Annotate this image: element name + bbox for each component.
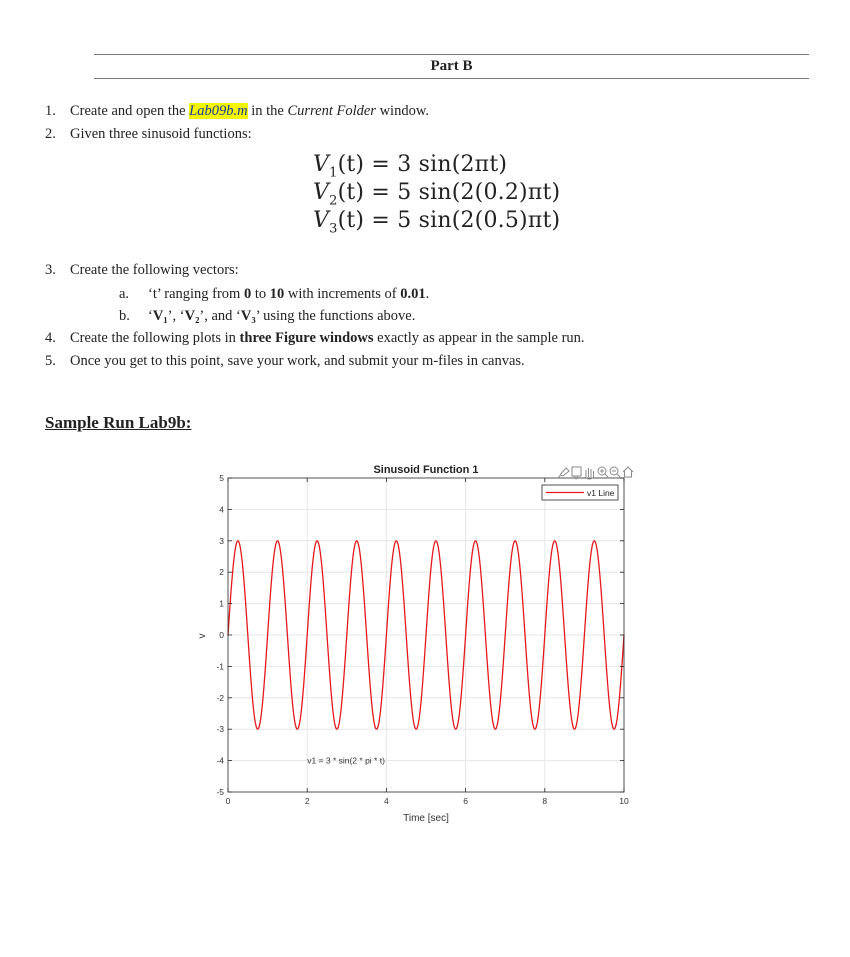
x-tick-label: 10 [619,796,629,806]
axes-toolbar [558,467,633,479]
pan-icon[interactable] [585,468,594,479]
part-title: Part B [430,58,473,74]
x-tick-label: 4 [384,796,389,806]
step-3b-number: b. [119,308,130,324]
step-3b-p4: ’ using the functions above. [255,308,416,324]
step-3-text: Create the following vectors: [70,262,239,278]
step-1-text-pre: Create and open the [70,103,190,119]
step-4-number: 4. [45,330,56,346]
zoom-out-icon[interactable] [610,467,620,477]
step-3b-p1: ‘ [148,308,153,324]
y-tick-label: -1 [216,661,224,672]
step-1-number: 1. [45,103,56,119]
step-3b-p3: ’, and ‘ [199,308,241,324]
equation-annotation: v1 = 3 * sin(2 * pi * t) [307,755,385,766]
step-3a-b3: 0.01 [400,286,426,302]
equation-v1-sub: 1 [329,165,338,181]
tick-layer [216,473,629,806]
x-axis-label: Time [sec] [403,813,449,824]
y-tick-label: -5 [216,787,224,797]
step-4-bold: three Figure windows [239,330,374,346]
step-2-number: 2. [45,126,56,142]
step-4-post: exactly as appear in the sample run. [373,330,585,346]
step-3b-b1: V₁ [152,308,168,324]
step-2-text: Given three sinusoid functions: [70,126,252,142]
step-4-pre: Create the following plots in [70,330,240,346]
y-tick-label: 2 [219,567,224,578]
y-tick-label: 4 [219,504,224,515]
y-tick-label: 0 [219,630,224,640]
equation-v3-lhs: V [313,208,330,233]
y-tick-label: -4 [216,755,224,766]
legend[interactable] [542,485,618,500]
series-line-v1 [228,541,624,729]
y-tick-label: -3 [216,724,224,735]
step-3a-p2: to [251,286,270,302]
y-axis-label: v [197,633,208,639]
step-3a-number: a. [119,286,130,302]
legend-label: v1 Line [587,488,615,498]
equation-v3-sub: 3 [329,221,338,237]
x-tick-label: 8 [542,796,548,806]
current-folder-text: Current Folder [287,103,376,119]
data-tips-icon[interactable] [572,467,581,479]
x-tick-label: 0 [225,796,231,806]
home-icon[interactable] [623,467,633,477]
step-3a-p1: ‘t’ ranging from [148,286,244,302]
sample-run-heading: Sample Run Lab9b: [45,413,192,432]
step-3a-p3: with increments of [284,286,401,302]
equation-v2-sub: 2 [329,193,338,209]
equation-v3-rest: (t) = 5 sin(2(0.5)πt) [337,208,561,233]
step-1-text-post: window. [375,103,429,119]
brush-icon[interactable] [558,468,569,478]
x-tick-label: 6 [463,796,468,806]
equation-v2-rest: (t) = 5 sin(2(0.2)πt) [337,180,561,205]
step-5-number: 5. [45,353,56,369]
equation-v1-lhs: V [313,152,330,177]
step-3b-p2: ’, ‘ [167,308,185,324]
equation-v1-rest: (t) = 3 sin(2πt) [337,152,508,177]
step-3b-b2: V₂ [184,308,200,324]
y-tick-label: 1 [219,598,224,609]
y-tick-label: 5 [219,473,224,483]
equation-v2-lhs: V [313,180,330,205]
zoom-in-icon[interactable] [598,467,608,477]
y-tick-label: 3 [219,535,224,546]
step-3a-p4: . [425,286,430,302]
step-3a-b1: 0 [243,286,252,302]
step-5-text: Once you get to this point, save your work, and submit your m-files in canvas. [70,353,525,369]
step-3-number: 3. [45,262,56,278]
step-1-text-mid: in the [247,103,288,119]
series-layer [228,541,624,729]
step-3a-b2: 10 [269,286,285,302]
file-name-highlight: Lab09b.m [189,103,248,119]
y-tick-label: -2 [216,692,224,703]
step-3b-b3: V₃ [240,308,256,324]
chart-title: Sinusoid Function 1 [373,464,479,476]
x-tick-label: 2 [304,796,310,806]
